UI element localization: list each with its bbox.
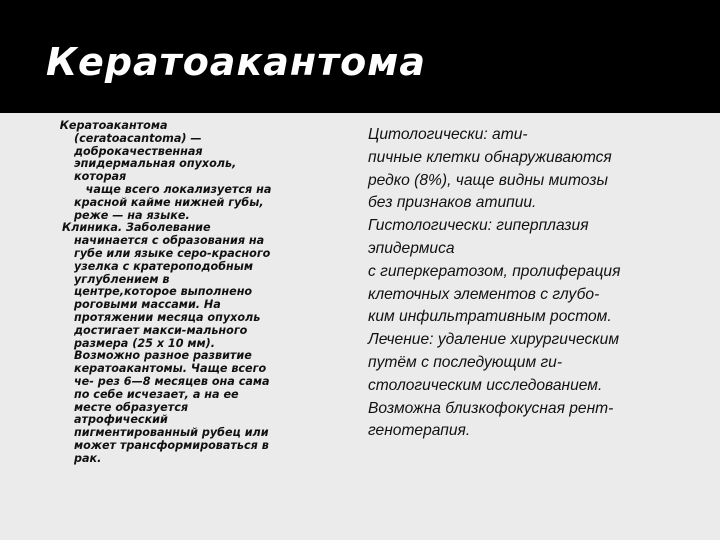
- right-line: редко (8%), чаще видны митозы: [368, 171, 608, 189]
- left-line: которая: [74, 170, 127, 184]
- right-line: Возможна близкофокусная рент-: [368, 399, 614, 417]
- left-line: Кератоакантома: [52, 119, 168, 132]
- left-line: узелка с кратероподобным: [74, 259, 253, 273]
- left-line: чаще всего локализуется на: [74, 182, 272, 196]
- right-text-column: [368, 124, 690, 443]
- left-line: губе или языке серо-красного: [74, 246, 271, 260]
- left-line: доброкачественная: [74, 144, 203, 158]
- left-text-column: [52, 120, 344, 466]
- left-line: центре,которое выполнено: [74, 285, 253, 299]
- right-line: пичные клетки обнаруживаются: [368, 148, 612, 166]
- left-line: Возможно разное развитие: [74, 349, 252, 363]
- left-line: че- рез 6—8 месяцев она сама: [74, 374, 270, 388]
- slide-title: Кератоакантома: [46, 40, 426, 84]
- right-line: клеточных элементов с глубо-: [368, 285, 600, 303]
- left-line: роговыми массами. На: [74, 298, 221, 312]
- right-line: Гистологически: гиперплазия: [368, 217, 589, 235]
- left-line: может трансформироваться в: [74, 438, 269, 452]
- right-line: Лечение: удаление хирургическим: [368, 331, 620, 349]
- right-line: ким инфильтративным ростом.: [368, 308, 612, 326]
- right-line: Цитологически: ати-: [368, 126, 528, 143]
- right-line: с гиперкератозом, пролиферация: [368, 262, 621, 280]
- right-line: эпидермиса: [368, 239, 455, 257]
- left-line: размера (25 х 10 мм).: [74, 336, 216, 350]
- left-line: атрофический: [74, 413, 168, 427]
- left-line: начинается с образования на: [74, 234, 265, 248]
- left-line: пигментированный рубец или: [74, 426, 269, 440]
- left-line: эпидермальная опухоль,: [74, 157, 237, 171]
- left-line: протяжении месяца опухоль: [74, 310, 261, 324]
- left-line: (ceratoacantoma) —: [74, 131, 202, 145]
- right-line: генотерапия.: [368, 422, 471, 440]
- left-line: Клиника. Заболевание: [62, 221, 211, 235]
- left-line: рак.: [74, 451, 102, 465]
- left-line: реже — на языке.: [74, 208, 190, 222]
- title-bar: [0, 0, 720, 113]
- right-line: стологическим исследованием.: [368, 376, 603, 394]
- left-line: углублением в: [74, 272, 170, 286]
- left-line: красной кайме нижней губы,: [74, 195, 264, 209]
- left-line: достигает макси-мального: [74, 323, 248, 337]
- right-line: путём с последующим ги-: [368, 353, 563, 371]
- left-line: месте образуется: [74, 400, 189, 414]
- right-line: без признаков атипии.: [368, 194, 537, 212]
- left-line: по себе исчезает, а на ее: [74, 387, 239, 401]
- left-line: кератоакантомы. Чаще всего: [74, 362, 267, 376]
